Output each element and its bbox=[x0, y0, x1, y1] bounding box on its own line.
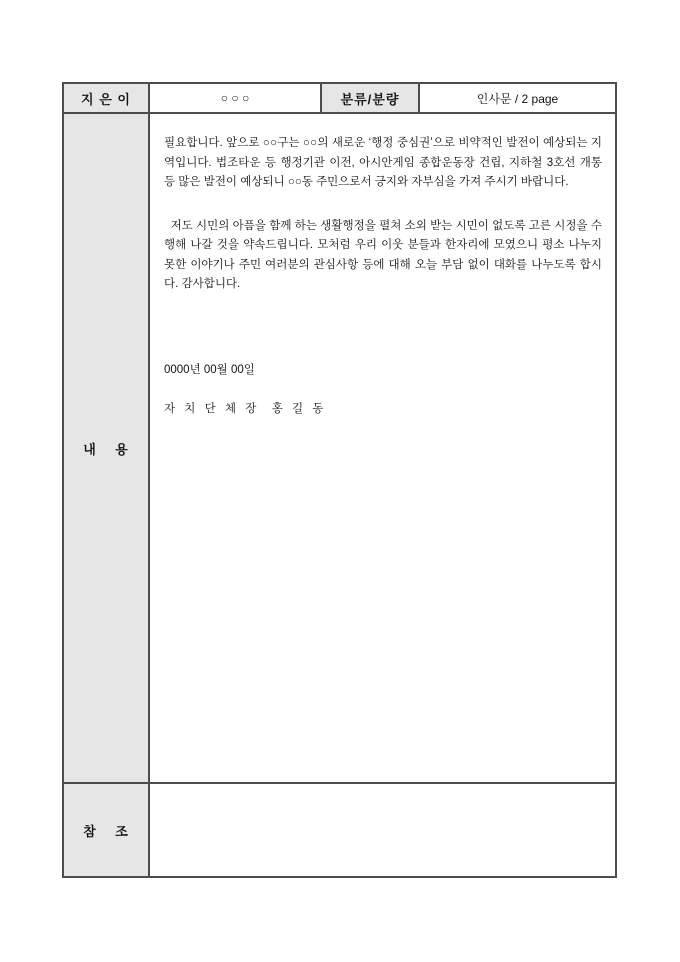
reference-label-cell: 참 조 bbox=[64, 784, 150, 876]
content-body bbox=[150, 114, 615, 782]
content-paragraph-2: 저도 시민의 아픔을 함께 하는 생활행정을 펼쳐 소외 받는 시민이 없도록 고른 시정을 수행해 나갈 것을 약속드립니다. 모처럼 우리 이웃 분들과 한자리에 모였으니 평소 나누지 못한 이야기나 주민 여러분의 관심사항 등에 대해 오늘 부담 없이 대화를 나누도록 합시다. 감사합니다. bbox=[164, 219, 606, 290]
date-line: 0000년 00월 00일 bbox=[164, 363, 255, 376]
content-paragraph-1: 필요합니다. 앞으로 ○○구는 ○○의 새로운 ‘행정 중심권’으로 비약적인 발전이 예상되는 지역입니다. 법조타운 등 행정기관 이전, 아시안게임 종합운동장 건립, 지하철 3호선 개통 등 많은 발전이 예상되니 ○○동 주민으로서 긍지와 자부심을 가져 주시기 바랍니다. bbox=[164, 137, 606, 188]
classification-value-cell: 인사문 / 2 page bbox=[476, 91, 559, 106]
classification-label-cell: 분류/분량 bbox=[322, 84, 420, 112]
header-row bbox=[64, 84, 615, 114]
content-label-cell: 내 용 bbox=[64, 114, 150, 782]
content-row bbox=[64, 114, 615, 784]
document-table bbox=[62, 82, 617, 878]
author-label-cell: 지 은 이 bbox=[64, 84, 150, 112]
author-value-cell: ○ ○ ○ bbox=[150, 84, 322, 112]
signature-line: 자 치 단 체 장 홍 길 동 bbox=[164, 403, 327, 415]
reference-row bbox=[64, 784, 615, 876]
reference-value-cell bbox=[150, 784, 615, 876]
